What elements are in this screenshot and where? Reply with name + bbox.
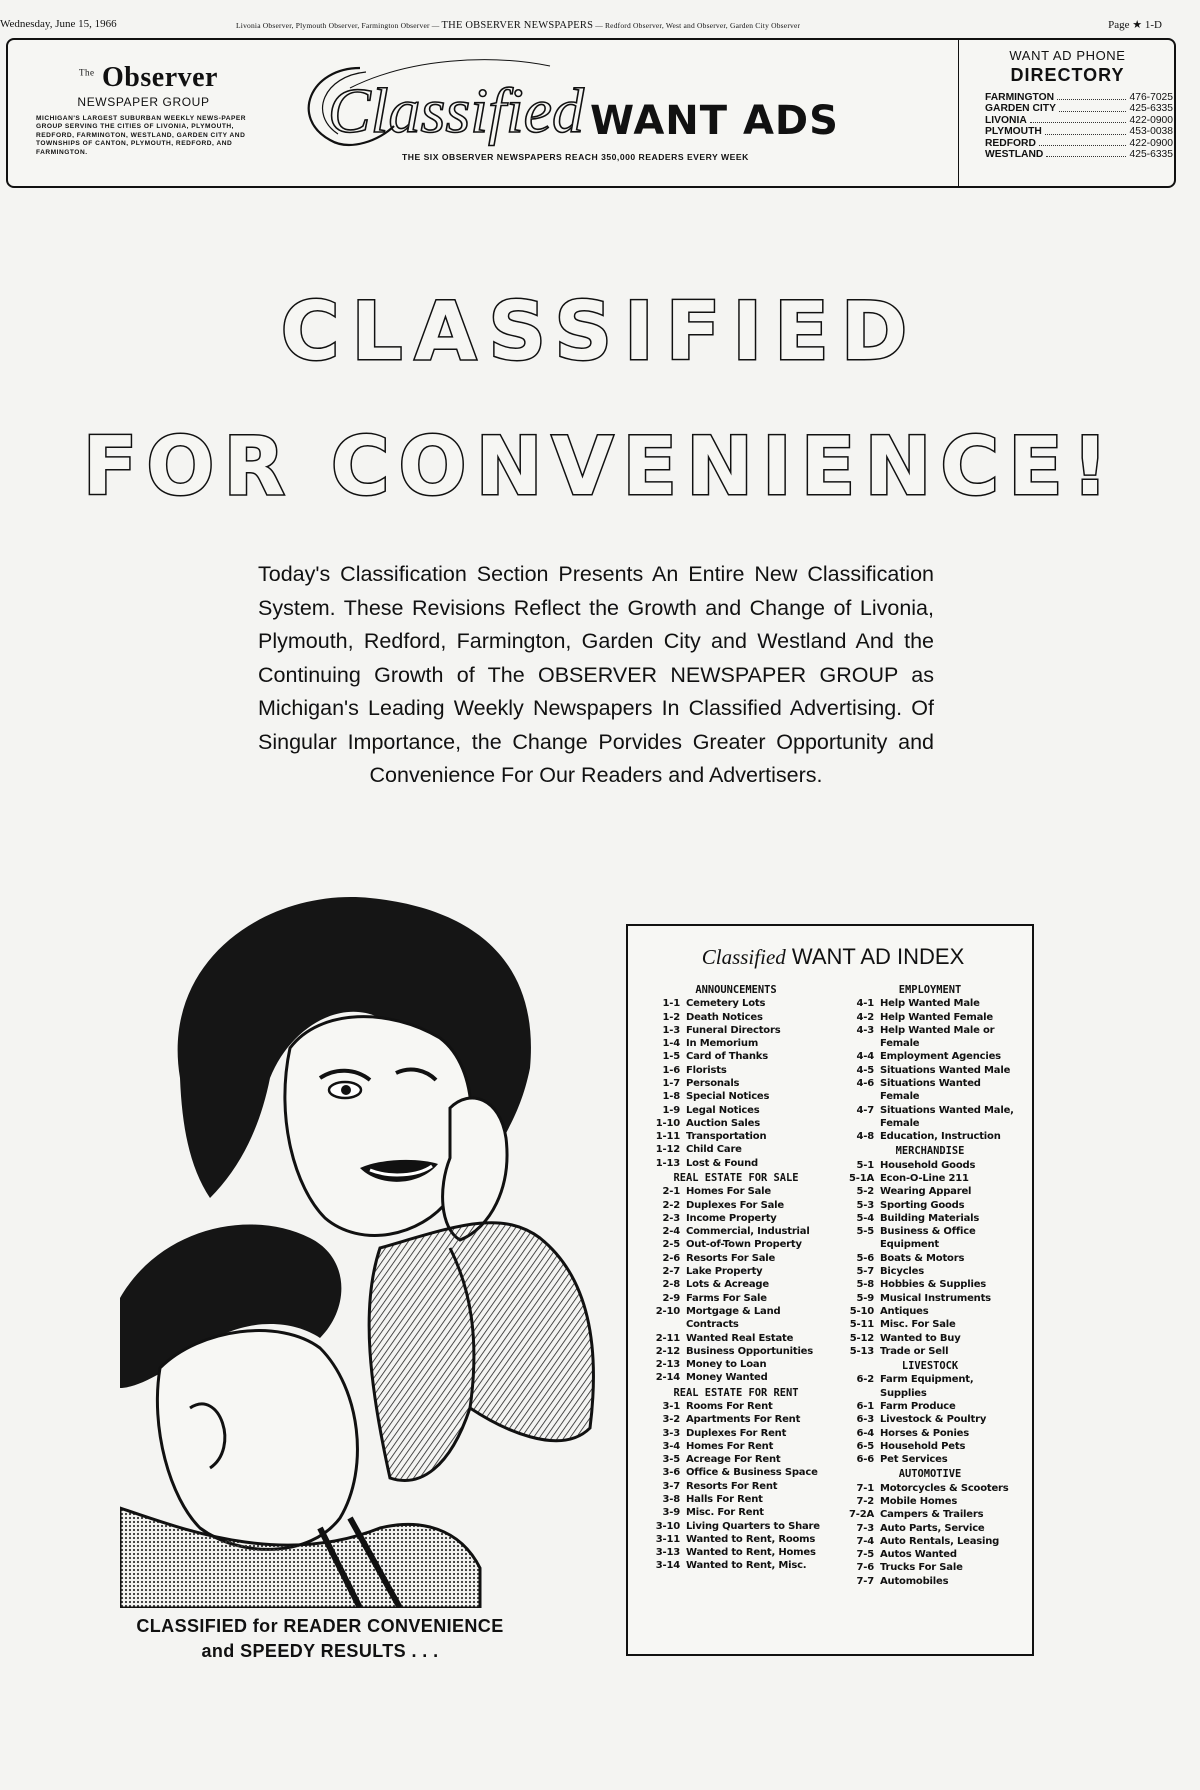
index-item-label: Business Opportunities bbox=[686, 1345, 814, 1357]
index-title-script: Classified bbox=[701, 945, 786, 969]
index-item bbox=[648, 1305, 824, 1332]
index-item bbox=[648, 1238, 824, 1251]
index-item bbox=[648, 1358, 824, 1371]
index-item-code: 2-2 bbox=[662, 1199, 680, 1211]
index-title bbox=[648, 944, 1018, 970]
index-item-label: Bicycles bbox=[880, 1266, 924, 1278]
index-item bbox=[648, 1520, 824, 1533]
index-item-label: Situations Wanted Female bbox=[880, 1077, 981, 1103]
index-item-code: 2-5 bbox=[662, 1239, 680, 1251]
index-section-title: AUTOMOTIVE bbox=[898, 1468, 962, 1481]
index-item-code: 1-13 bbox=[655, 1157, 680, 1169]
index-columns bbox=[648, 982, 1018, 1588]
index-item-code: 5-9 bbox=[856, 1292, 874, 1304]
want-ad-index bbox=[626, 924, 1034, 1656]
index-item-label: Boats & Motors bbox=[880, 1252, 965, 1264]
directory-phone: 422-0900 bbox=[1129, 137, 1173, 149]
index-item-code: 2-10 bbox=[655, 1305, 680, 1317]
index-item-label: Help Wanted Male bbox=[880, 998, 980, 1010]
index-item-label: Household Pets bbox=[880, 1440, 966, 1452]
index-item bbox=[842, 1199, 1018, 1212]
index-item-label: Child Care bbox=[686, 1144, 742, 1156]
index-section-title: ANNOUNCEMENTS bbox=[695, 984, 777, 996]
index-item bbox=[842, 1427, 1018, 1440]
index-item bbox=[648, 1199, 824, 1212]
index-item-code: 4-8 bbox=[856, 1131, 874, 1143]
index-item bbox=[842, 1332, 1018, 1345]
dateline bbox=[0, 14, 1200, 36]
index-item-code: 6-5 bbox=[856, 1440, 874, 1452]
index-item-code: 5-5 bbox=[856, 1226, 874, 1238]
index-item bbox=[842, 1130, 1018, 1143]
index-item bbox=[648, 1185, 824, 1198]
index-section-title: MERCHANDISE bbox=[895, 1145, 965, 1158]
index-item bbox=[648, 1130, 824, 1143]
directory-phone: 425-6335 bbox=[1129, 149, 1173, 161]
index-item bbox=[648, 1506, 824, 1519]
index-item-label: Livestock & Poultry bbox=[880, 1414, 987, 1426]
index-item bbox=[648, 1453, 824, 1466]
index-item-label: Mortgage & Land Contracts bbox=[686, 1305, 781, 1331]
index-item-label: Misc. For Sale bbox=[880, 1319, 956, 1331]
index-item-label: Duplexes For Rent bbox=[686, 1427, 787, 1439]
index-item bbox=[842, 1508, 1018, 1521]
index-item-code: 3-3 bbox=[662, 1427, 680, 1439]
index-item bbox=[842, 1024, 1018, 1051]
want-ads-title: WANT ADS bbox=[590, 98, 839, 144]
index-column bbox=[648, 982, 824, 1588]
directory-phone: 422-0900 bbox=[1129, 114, 1173, 126]
woman-sweater bbox=[369, 1223, 593, 1481]
directory-city: PLYMOUTH bbox=[985, 126, 1042, 138]
index-item-code: 4-2 bbox=[856, 1011, 874, 1023]
issue-date: Wednesday, June 15, 1966 bbox=[0, 18, 117, 30]
dot-leader bbox=[1057, 92, 1126, 100]
dateline-papers-left: Livonia Observer, Plymouth Observer, Farmington Observer — bbox=[236, 21, 440, 30]
headline-for-convenience: FOR CONVENIENCE! bbox=[82, 420, 1118, 513]
directory-row bbox=[985, 92, 1173, 103]
index-item-label: Antiques bbox=[880, 1305, 929, 1317]
index-item-label: Lost & Found bbox=[686, 1157, 758, 1169]
index-item bbox=[648, 1466, 824, 1479]
index-item-code: 3-10 bbox=[655, 1520, 680, 1532]
directory-phone: 453-0038 bbox=[1129, 126, 1173, 138]
index-item-code: 1-3 bbox=[662, 1024, 680, 1036]
index-item bbox=[648, 1212, 824, 1225]
index-item-label: Farm Equipment, Supplies bbox=[880, 1374, 974, 1399]
script-title: Classified bbox=[328, 75, 585, 146]
index-item bbox=[842, 1104, 1018, 1131]
index-item bbox=[842, 1064, 1018, 1077]
index-item-code: 7-6 bbox=[856, 1562, 874, 1574]
index-item-code: 4-1 bbox=[856, 998, 874, 1010]
directory-city: LIVONIA bbox=[985, 114, 1027, 126]
index-item-label: Rooms For Rent bbox=[686, 1400, 773, 1412]
index-item bbox=[842, 1535, 1018, 1548]
index-item bbox=[648, 1345, 824, 1358]
directory-row bbox=[985, 126, 1173, 137]
index-item bbox=[842, 1522, 1018, 1535]
index-item bbox=[648, 1225, 824, 1238]
phone-directory bbox=[958, 40, 1176, 186]
index-item-code: 7-1 bbox=[856, 1482, 874, 1494]
index-item-code: 5-12 bbox=[849, 1332, 874, 1344]
index-item-label: Situations Wanted Male, Female bbox=[880, 1104, 1014, 1129]
index-item-label: Automobiles bbox=[880, 1575, 949, 1587]
index-item-label: Farms For Sale bbox=[686, 1292, 767, 1304]
index-item-label: Homes For Sale bbox=[686, 1186, 771, 1198]
index-item bbox=[648, 1533, 824, 1546]
index-item-label: Homes For Rent bbox=[686, 1440, 774, 1452]
index-item-code: 1-2 bbox=[662, 1011, 680, 1023]
index-item bbox=[842, 1345, 1018, 1358]
index-item-label: Hobbies & Supplies bbox=[880, 1279, 987, 1291]
index-item bbox=[842, 1225, 1018, 1252]
index-title-text: WANT AD INDEX bbox=[791, 944, 965, 969]
index-column bbox=[842, 982, 1018, 1588]
dot-leader bbox=[1039, 138, 1127, 146]
index-item bbox=[842, 1159, 1018, 1172]
index-item-label: Cemetery Lots bbox=[686, 998, 766, 1010]
index-item-label: Building Materials bbox=[880, 1212, 980, 1224]
index-item-code: 3-14 bbox=[655, 1560, 680, 1572]
index-item-code: 3-2 bbox=[662, 1414, 680, 1426]
index-item-label: Misc. For Rent bbox=[686, 1507, 764, 1519]
directory-city: FARMINGTON bbox=[985, 92, 1055, 103]
index-item-code: 2-8 bbox=[662, 1279, 680, 1291]
index-item bbox=[842, 1050, 1018, 1063]
headline-classified: CLASSIFIED bbox=[280, 285, 920, 378]
index-item bbox=[648, 997, 824, 1010]
index-item-label: Transportation bbox=[686, 1131, 767, 1143]
index-item bbox=[648, 1011, 824, 1024]
index-item-label: Trade or Sell bbox=[880, 1345, 949, 1357]
index-item-label: Campers & Trailers bbox=[880, 1509, 984, 1521]
index-item bbox=[842, 1252, 1018, 1265]
index-item-label: Sporting Goods bbox=[880, 1199, 965, 1211]
index-item-label: Funeral Directors bbox=[686, 1024, 781, 1036]
index-item bbox=[648, 1037, 824, 1050]
index-item-label: Wanted to Buy bbox=[880, 1332, 961, 1344]
index-item bbox=[648, 1371, 824, 1384]
illustration-caption bbox=[120, 1614, 520, 1664]
index-section-title: EMPLOYMENT bbox=[898, 984, 962, 996]
index-item-code: 6-1 bbox=[856, 1400, 874, 1412]
logo-the: The bbox=[79, 67, 95, 78]
index-item-code: 1-7 bbox=[662, 1077, 680, 1089]
index-item-code: 5-6 bbox=[856, 1252, 874, 1264]
index-item-code: 1-8 bbox=[662, 1091, 680, 1103]
index-item-code: 3-7 bbox=[662, 1480, 680, 1492]
index-item bbox=[648, 1480, 824, 1493]
index-item bbox=[842, 1318, 1018, 1331]
index-item-code: 5-8 bbox=[856, 1279, 874, 1291]
index-item bbox=[842, 1400, 1018, 1413]
index-item-label: Autos Wanted bbox=[880, 1549, 957, 1561]
dateline-papers bbox=[236, 20, 800, 31]
index-item bbox=[842, 1212, 1018, 1225]
index-item bbox=[648, 1278, 824, 1291]
index-item-code: 3-9 bbox=[662, 1507, 680, 1519]
index-item-label: Living Quarters to Share bbox=[686, 1520, 820, 1532]
dot-leader bbox=[1059, 103, 1127, 111]
index-item-code: 5-2 bbox=[856, 1186, 874, 1198]
dot-leader bbox=[1045, 126, 1127, 134]
index-item-code: 2-12 bbox=[655, 1345, 680, 1357]
couple-illustration bbox=[120, 868, 690, 1608]
index-item-code: 2-13 bbox=[655, 1359, 680, 1371]
readership-line: THE SIX OBSERVER NEWSPAPERS REACH 350,000 READERS EVERY WEEK bbox=[402, 152, 749, 162]
observer-logo bbox=[36, 62, 251, 94]
index-item-code: 3-13 bbox=[655, 1547, 680, 1559]
index-item-code: 5-3 bbox=[856, 1199, 874, 1211]
index-item bbox=[648, 1117, 824, 1130]
index-item-label: Card of Thanks bbox=[686, 1051, 768, 1063]
index-item-label: In Memorium bbox=[686, 1038, 759, 1050]
index-item-code: 4-4 bbox=[856, 1051, 874, 1063]
index-item-label: Out-of-Town Property bbox=[686, 1239, 802, 1251]
index-item-label: Help Wanted Female bbox=[880, 1011, 993, 1023]
index-item-code: 2-4 bbox=[662, 1226, 680, 1238]
index-item-label: Musical Instruments bbox=[880, 1292, 991, 1304]
directory-row bbox=[985, 103, 1173, 114]
index-item bbox=[648, 1050, 824, 1063]
index-item-label: Legal Notices bbox=[686, 1104, 760, 1116]
index-item-label: Horses & Ponies bbox=[880, 1427, 970, 1439]
index-item-label: Motorcycles & Scooters bbox=[880, 1482, 1009, 1494]
index-item bbox=[648, 1252, 824, 1265]
index-item-code: 1-4 bbox=[662, 1038, 680, 1050]
index-item-label: Wanted to Rent, Misc. bbox=[686, 1560, 807, 1572]
index-item-label: Death Notices bbox=[686, 1011, 763, 1023]
index-item-code: 5-7 bbox=[856, 1266, 874, 1278]
intro-paragraph: Today's Classification Section Presents An Entire New Classification System. These Revisions Reflect the Growth and Change of Livonia, Plymouth, Redford, Farmington, Garden City and Westland And the Continuing Growth of The OBSERVER NEWSPAPER GROUP as Michigan's Leading Weekly Newspapers In Classified Advertising. Of Singular Importance, the Change Porvides Greater Opportunity and Convenience For Our Readers and Advertisers. bbox=[258, 562, 934, 787]
index-item-code: 4-3 bbox=[856, 1024, 874, 1036]
index-item-code: 3-4 bbox=[662, 1440, 680, 1452]
index-item-code: 2-14 bbox=[655, 1372, 680, 1384]
classified-script-logo bbox=[290, 48, 590, 168]
directory-heading: DIRECTORY bbox=[1010, 65, 1125, 85]
index-item-label: Auto Parts, Service bbox=[880, 1522, 985, 1534]
index-item-label: Duplexes For Sale bbox=[686, 1199, 784, 1211]
index-item-code: 6-4 bbox=[856, 1427, 874, 1439]
index-item-code: 5-1A bbox=[848, 1172, 874, 1184]
index-item-label: Resorts For Rent bbox=[686, 1480, 778, 1492]
index-item bbox=[648, 1292, 824, 1305]
index-item bbox=[648, 1559, 824, 1572]
index-item-code: 3-5 bbox=[662, 1454, 680, 1466]
index-item-code: 3-6 bbox=[662, 1467, 680, 1479]
index-item-label: Help Wanted Male or Female bbox=[880, 1024, 995, 1050]
index-item bbox=[648, 1157, 824, 1170]
index-item bbox=[842, 1561, 1018, 1574]
index-item-label: Personals bbox=[686, 1077, 740, 1089]
index-item-label: Situations Wanted Male bbox=[880, 1064, 1011, 1076]
index-item-label: Econ-O-Line 211 bbox=[880, 1172, 969, 1184]
directory-row bbox=[985, 138, 1173, 149]
index-item-label: Auction Sales bbox=[686, 1117, 760, 1129]
index-item-code: 3-1 bbox=[662, 1400, 680, 1412]
index-item bbox=[842, 1495, 1018, 1508]
index-item-code: 6-2 bbox=[856, 1374, 874, 1386]
index-item-label: Office & Business Space bbox=[686, 1467, 818, 1479]
index-item-code: 7-3 bbox=[856, 1522, 874, 1534]
index-item-code: 4-5 bbox=[856, 1064, 874, 1076]
directory-row bbox=[985, 115, 1173, 126]
index-item-code: 1-1 bbox=[662, 998, 680, 1010]
index-item bbox=[648, 1265, 824, 1278]
index-item-label: Wanted Real Estate bbox=[686, 1332, 794, 1344]
index-item bbox=[648, 1143, 824, 1156]
index-item bbox=[842, 1011, 1018, 1024]
index-item-code: 3-11 bbox=[655, 1533, 680, 1545]
index-section-title: REAL ESTATE FOR RENT bbox=[673, 1386, 799, 1399]
index-item-code: 4-6 bbox=[856, 1077, 874, 1089]
index-item bbox=[842, 1373, 1018, 1400]
index-item bbox=[842, 1440, 1018, 1453]
index-item bbox=[648, 1400, 824, 1413]
dot-leader bbox=[1046, 149, 1126, 157]
index-item-label: Education, Instruction bbox=[880, 1131, 1001, 1143]
index-item-label: Special Notices bbox=[686, 1091, 770, 1103]
index-item-label: Farm Produce bbox=[880, 1400, 956, 1412]
directory-title: WANT AD PHONE bbox=[1009, 48, 1126, 63]
index-item bbox=[648, 1064, 824, 1077]
index-item-label: Apartments For Rent bbox=[686, 1414, 801, 1426]
woman-hand bbox=[443, 1098, 507, 1240]
index-item-code: 7-2 bbox=[856, 1495, 874, 1507]
index-item-code: 5-4 bbox=[856, 1212, 874, 1224]
index-item-label: Acreage For Rent bbox=[686, 1454, 781, 1466]
directory-phone: 476-7025 bbox=[1129, 92, 1173, 103]
index-item bbox=[842, 1453, 1018, 1466]
index-item-code: 2-7 bbox=[662, 1266, 680, 1278]
index-item bbox=[842, 1185, 1018, 1198]
index-item bbox=[842, 1305, 1018, 1318]
index-item bbox=[648, 1546, 824, 1559]
index-item bbox=[842, 1292, 1018, 1305]
index-item-code: 1-9 bbox=[662, 1104, 680, 1116]
index-item-label: Wearing Apparel bbox=[880, 1186, 972, 1198]
index-item-label: Mobile Homes bbox=[880, 1495, 958, 1507]
directory-city: GARDEN CITY bbox=[985, 103, 1056, 115]
index-item-label: Household Goods bbox=[880, 1159, 976, 1171]
dateline-papers-right: — Redford Observer, West and Observer, Garden City Observer bbox=[595, 21, 801, 30]
index-item-code: 1-11 bbox=[655, 1131, 680, 1143]
index-item-code: 5-11 bbox=[849, 1319, 874, 1331]
index-item bbox=[648, 1413, 824, 1426]
index-item bbox=[648, 1332, 824, 1345]
caption-line1: CLASSIFIED for READER CONVENIENCE bbox=[136, 1616, 504, 1636]
index-item bbox=[648, 1077, 824, 1090]
index-item-code: 6-6 bbox=[856, 1454, 874, 1466]
index-item-label: Wanted to Rent, Homes bbox=[686, 1547, 816, 1559]
index-item-label: Trucks For Sale bbox=[880, 1562, 963, 1574]
index-item bbox=[842, 997, 1018, 1010]
directory-list bbox=[985, 92, 1176, 160]
index-item bbox=[842, 1265, 1018, 1278]
index-item-label: Money Wanted bbox=[686, 1372, 768, 1384]
index-item-label: Pet Services bbox=[880, 1454, 948, 1466]
index-item bbox=[648, 1024, 824, 1037]
index-item-label: Halls For Rent bbox=[686, 1494, 763, 1505]
index-item-code: 5-1 bbox=[856, 1159, 874, 1171]
man-face bbox=[157, 1331, 357, 1550]
index-section-title: LIVESTOCK bbox=[901, 1360, 959, 1373]
index-item-code: 6-3 bbox=[856, 1414, 874, 1426]
index-item-code: 2-3 bbox=[662, 1212, 680, 1224]
index-item-code: 1-10 bbox=[655, 1117, 680, 1129]
index-item-code: 7-7 bbox=[856, 1575, 874, 1587]
page-number: Page ★ 1-D bbox=[1108, 19, 1162, 31]
index-item bbox=[648, 1104, 824, 1117]
index-item bbox=[648, 1493, 824, 1506]
index-item-code: 4-7 bbox=[856, 1104, 874, 1116]
index-item bbox=[842, 1413, 1018, 1426]
index-item-code: 2-6 bbox=[662, 1252, 680, 1264]
index-item-code: 5-13 bbox=[849, 1345, 874, 1357]
index-item-code: 1-5 bbox=[662, 1051, 680, 1063]
index-item-label: Auto Rentals, Leasing bbox=[880, 1535, 1000, 1547]
index-item bbox=[842, 1077, 1018, 1104]
index-item-label: Money to Loan bbox=[686, 1359, 767, 1371]
index-item bbox=[842, 1172, 1018, 1185]
masthead bbox=[6, 38, 1176, 188]
index-item-label: Lots & Acreage bbox=[686, 1279, 769, 1291]
directory-city: REDFORD bbox=[985, 137, 1036, 149]
caption-line2: and SPEEDY RESULTS . . . bbox=[201, 1641, 439, 1661]
index-item-code: 2-11 bbox=[655, 1332, 680, 1344]
index-item-label: Employment Agencies bbox=[880, 1051, 1001, 1063]
directory-phone: 425-6335 bbox=[1129, 103, 1173, 115]
index-item bbox=[842, 1548, 1018, 1561]
index-item-label: Wanted to Rent, Rooms bbox=[686, 1533, 816, 1545]
index-item-label: Business & Office Equipment bbox=[880, 1226, 976, 1251]
index-item-label: Commercial, Industrial bbox=[686, 1226, 810, 1238]
index-item-code: 7-5 bbox=[856, 1549, 874, 1561]
index-item-label: Florists bbox=[686, 1064, 727, 1076]
index-item bbox=[842, 1482, 1018, 1495]
observer-brand bbox=[36, 62, 251, 157]
index-item-code: 2-9 bbox=[662, 1292, 680, 1304]
logo-text: Observer bbox=[102, 62, 218, 93]
dateline-group: THE OBSERVER NEWSPAPERS bbox=[441, 20, 594, 31]
index-item bbox=[648, 1440, 824, 1453]
index-section-title: REAL ESTATE FOR SALE bbox=[673, 1172, 799, 1185]
group-description: MICHIGAN'S LARGEST SUBURBAN WEEKLY NEWS-PAPER GROUP SERVING THE CITIES OF LIVONIA, PLYMOUTH, REDFORD, FARMINGTON, WESTLAND, GARDEN CITY AND TOWNSHIPS OF CANTON, PLYMOUTH, REDFORD, AND FARMINGTON. bbox=[36, 115, 247, 156]
index-item bbox=[842, 1278, 1018, 1291]
index-item bbox=[648, 1090, 824, 1103]
index-item-code: 1-12 bbox=[655, 1144, 680, 1156]
directory-row bbox=[985, 149, 1173, 160]
index-item-label: Resorts For Sale bbox=[686, 1252, 776, 1264]
dot-leader bbox=[1030, 115, 1127, 123]
index-item-code: 5-10 bbox=[849, 1305, 874, 1317]
index-item bbox=[648, 1427, 824, 1440]
index-item-code: 1-6 bbox=[662, 1064, 680, 1076]
index-item-code: 7-4 bbox=[856, 1535, 874, 1547]
directory-city: WESTLAND bbox=[985, 149, 1044, 161]
index-item-code: 3-8 bbox=[662, 1494, 680, 1505]
index-item-code: 7-2A bbox=[848, 1509, 874, 1521]
index-item-label: Lake Property bbox=[686, 1266, 763, 1278]
newspaper-group-label: NEWSPAPER GROUP bbox=[77, 95, 210, 109]
index-item-label: Income Property bbox=[686, 1212, 777, 1224]
index-item bbox=[842, 1575, 1018, 1588]
index-item-code: 2-1 bbox=[662, 1186, 680, 1198]
